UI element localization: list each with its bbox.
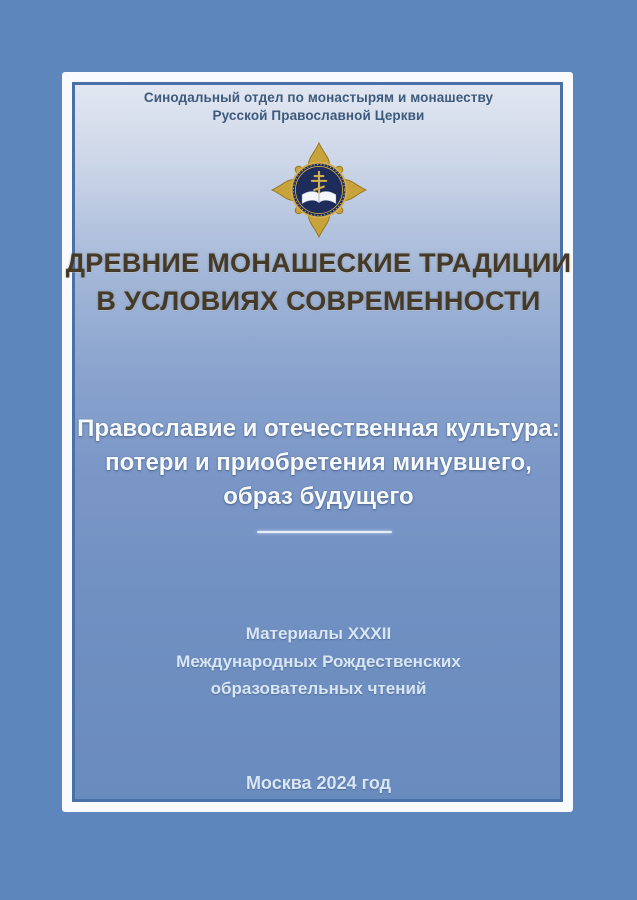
- book-title: [0, 244, 637, 320]
- book-title-line-1: ДРЕВНИЕ МОНАШЕСКИЕ ТРАДИЦИИ: [65, 248, 572, 278]
- book-subtitle: [0, 412, 637, 514]
- imprint-city-year: Москва 2024 год: [245, 773, 392, 793]
- divider-line: [257, 531, 392, 533]
- materials-line-1: Материалы XXXII: [245, 624, 392, 643]
- book-subtitle-line-2: потери и приобретения минувшего,: [105, 449, 532, 476]
- publisher-line-1: Синодальный отдел по монастырям и монашеству: [143, 90, 494, 105]
- materials-line-2: Международных Рождественских: [176, 651, 461, 671]
- book-subtitle-line-1: Православие и отечественная культура:: [77, 415, 560, 442]
- emblem-svg: [271, 142, 367, 238]
- materials-line-3: образовательных чтений: [210, 679, 427, 698]
- publisher-header: [0, 89, 637, 125]
- materials-series-block: [0, 620, 637, 703]
- book-title-line-2: В УСЛОВИЯХ СОВРЕМЕННОСТИ: [96, 286, 541, 316]
- synodal-department-emblem-icon: [271, 142, 367, 238]
- book-subtitle-line-3: образ будущего: [223, 483, 414, 510]
- publisher-line-2: Русской Православной Церкви: [212, 108, 425, 123]
